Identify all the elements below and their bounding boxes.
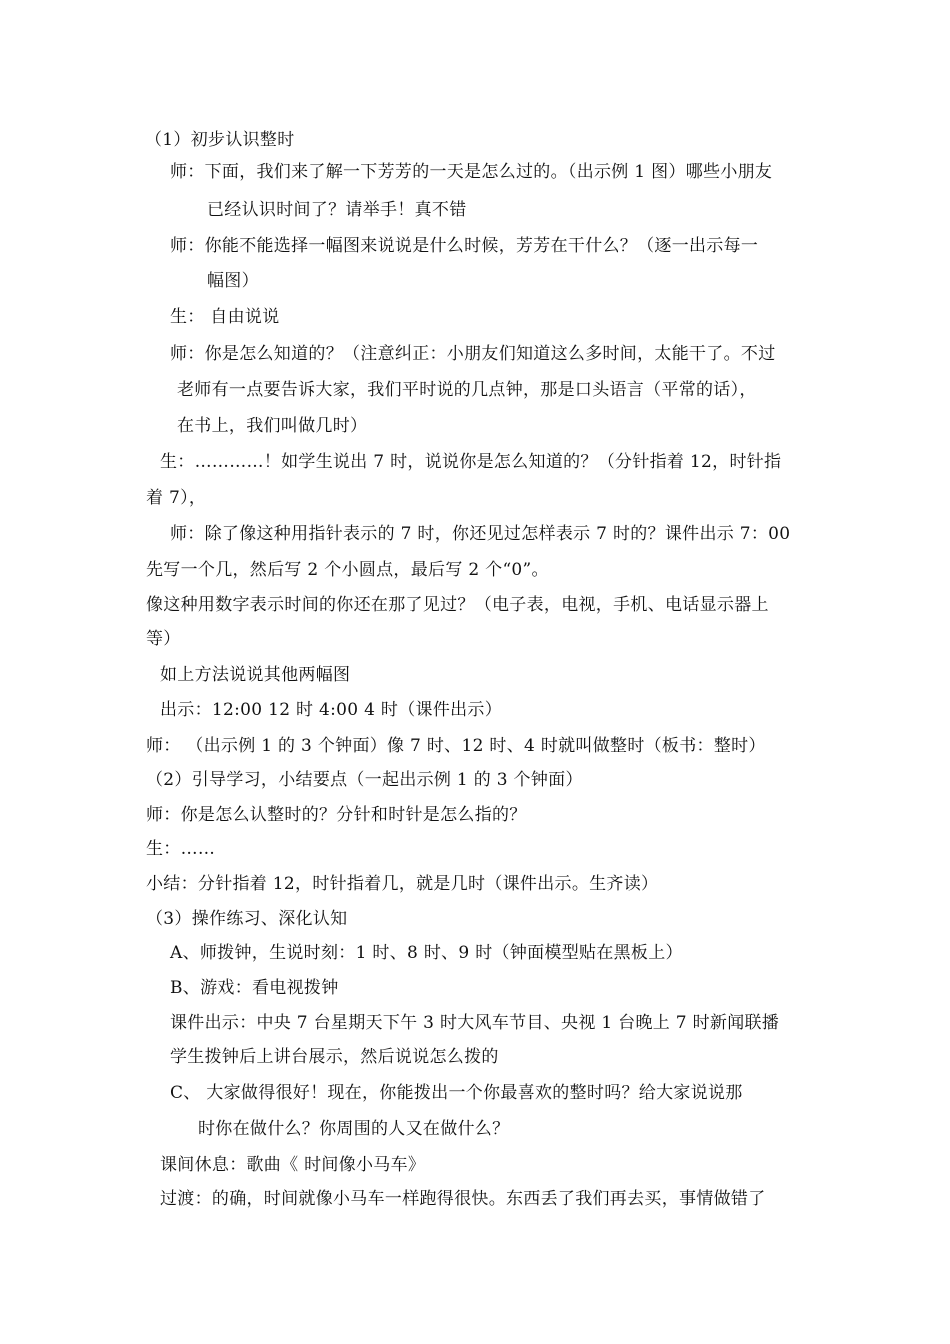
text-line: 师：除了像这种用指针表示的 7 时，你还见过怎样表示 7 时的？课件出示 7：00 xyxy=(170,524,791,544)
text-line: 过渡：的确，时间就像小马车一样跑得很快。东西丢了我们再去买，事情做错了 xyxy=(160,1189,766,1209)
section-heading-3: （3）操作练习、深化认知 xyxy=(146,909,348,929)
text-line: 像这种用数字表示时间的你还在那了见过？（电子表，电视，手机、电话显示器上 xyxy=(146,595,769,615)
text-line: 生：…………！如学生说出 7 时，说说你是怎么知道的？（分针指着 12，时针指 xyxy=(160,452,782,472)
text-line: A、师拨钟，生说时刻：1 时、8 时、9 时（钟面模型贴在黑板上） xyxy=(170,943,683,963)
text-line: 出示：12:00 12 时 4:00 4 时（课件出示） xyxy=(160,700,503,720)
text-line: 师： （出示例 1 的 3 个钟面）像 7 时、12 时、4 时就叫做整时（板书：整时） xyxy=(146,736,766,756)
text-line: 已经认识时间了？请举手！真不错 xyxy=(207,200,467,220)
text-line: 课件出示：中央 7 台星期天下午 3 时大风车节目、央视 1 台晚上 7 时新闻联播 xyxy=(170,1013,780,1033)
text-line: 老师有一点要告诉大家，我们平时说的几点钟，那是口头语言（平常的话）， xyxy=(177,380,757,400)
text-line: C、 大家做得很好！现在，你能拨出一个你最喜欢的整时吗？给大家说说那 xyxy=(170,1083,743,1103)
section-heading-2: （2）引导学习，小结要点（一起出示例 1 的 3 个钟面） xyxy=(146,770,583,790)
text-line: 生：…… xyxy=(146,839,216,859)
text-line: 学生拨钟后上讲台展示，然后说说怎么拨的 xyxy=(170,1047,499,1067)
text-line: 师：下面，我们来了解一下芳芳的一天是怎么过的。（出示例 1 图）哪些小朋友 xyxy=(170,162,773,182)
text-line: 在书上，我们叫做几时） xyxy=(177,416,368,436)
text-line: 时你在做什么？你周围的人又在做什么？ xyxy=(198,1119,510,1139)
text-line: B、游戏：看电视拨钟 xyxy=(170,978,339,998)
text-line: 师：你能不能选择一幅图来说说是什么时候，芳芳在干什么？（逐一出示每一 xyxy=(170,236,759,256)
text-line: 课间休息：歌曲《 时间像小马车》 xyxy=(160,1155,426,1175)
text-line: 师：你是怎么知道的？（注意纠正：小朋友们知道这么多时间，太能干了。不过 xyxy=(170,344,776,364)
text-line: 小结：分针指着 12，时针指着几，就是几时（课件出示。生齐读） xyxy=(146,874,659,894)
text-line: 等） xyxy=(146,629,181,649)
text-line: 着 7）， xyxy=(146,488,207,508)
text-line: 如上方法说说其他两幅图 xyxy=(160,665,351,685)
text-line: 师：你是怎么认整时的？分针和时针是怎么指的？ xyxy=(146,805,527,825)
text-line: 幅图） xyxy=(207,271,259,291)
text-line: 先写一个几，然后写 2 个小圆点，最后写 2 个“0”。 xyxy=(146,560,549,580)
text-line: 生： 自由说说 xyxy=(170,307,280,327)
section-heading-1: （1）初步认识整时 xyxy=(145,130,295,150)
